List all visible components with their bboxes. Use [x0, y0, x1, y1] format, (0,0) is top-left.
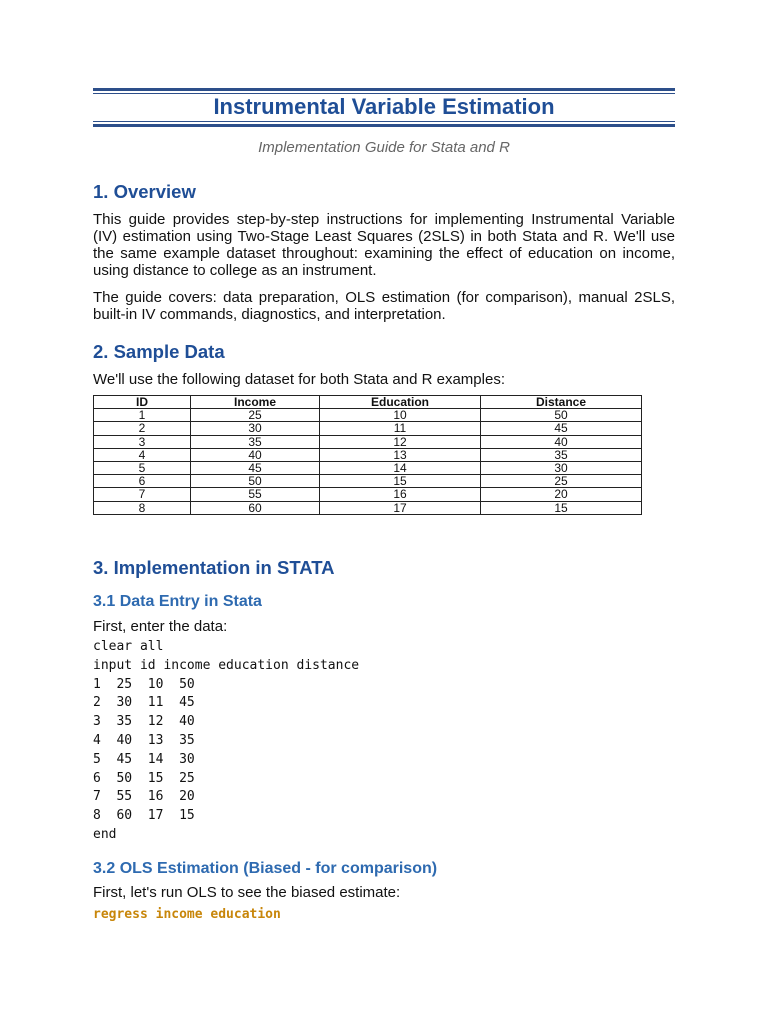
- table-body: [94, 409, 642, 515]
- ols-intro: First, let's run OLS to see the biased estimate:: [93, 884, 401, 901]
- table-cell: 40: [481, 435, 642, 448]
- table-cell: 12: [320, 435, 481, 448]
- table-cell: 5: [94, 462, 191, 475]
- code-line: end: [93, 826, 117, 842]
- code-line: 2 30 11 45: [93, 695, 195, 711]
- sample-data-table: [93, 395, 642, 515]
- overview-heading: 1. Overview: [93, 181, 196, 202]
- code-line: 8 60 17 15: [93, 808, 195, 824]
- table-cell: 11: [320, 422, 481, 435]
- title-rule-bottom: [93, 121, 675, 127]
- table-cell: 45: [481, 422, 642, 435]
- code-line: 4 40 13 35: [93, 732, 195, 748]
- code-line: clear all: [93, 639, 164, 654]
- code-line: 6 50 15 25: [93, 770, 195, 786]
- table-row: [94, 448, 642, 461]
- table-cell: 25: [191, 409, 320, 422]
- table-cell: 60: [191, 501, 320, 514]
- table-cell: 13: [320, 448, 481, 461]
- data-entry-code-block: [93, 638, 359, 845]
- table-cell: 3: [94, 435, 191, 448]
- table-header-cell: Income: [191, 396, 320, 409]
- table-cell: 6: [94, 475, 191, 488]
- overview-paragraph-2: The guide covers: data preparation, OLS estimation (for comparison), manual 2SLS, built-in IV commands, diagnostics, and interpretation.: [93, 289, 675, 323]
- table-cell: 1: [94, 409, 191, 422]
- table-cell: 45: [191, 462, 320, 475]
- table-cell: 8: [94, 501, 191, 514]
- table-cell: 30: [191, 422, 320, 435]
- table-header-row: [94, 396, 642, 409]
- table-cell: 55: [191, 488, 320, 501]
- table-header-cell: ID: [94, 396, 191, 409]
- data-entry-heading: 3.1 Data Entry in Stata: [93, 593, 262, 610]
- table-cell: 14: [320, 462, 481, 475]
- table-row: [94, 501, 642, 514]
- stata-heading: 3. Implementation in STATA: [93, 557, 335, 578]
- table-cell: 40: [191, 448, 320, 461]
- table-cell: 16: [320, 488, 481, 501]
- code-line: 5 45 14 30: [93, 751, 195, 767]
- ols-heading: 3.2 OLS Estimation (Biased - for comparison): [93, 860, 438, 877]
- table-cell: 50: [191, 475, 320, 488]
- table-cell: 35: [481, 448, 642, 461]
- table-cell: 20: [481, 488, 642, 501]
- table-cell: 35: [191, 435, 320, 448]
- table-cell: 2: [94, 422, 191, 435]
- sample-data-heading: 2. Sample Data: [93, 341, 225, 362]
- page-title: Instrumental Variable Estimation: [213, 94, 555, 119]
- code-line: input id income education distance: [93, 657, 360, 673]
- table-header-cell: Distance: [481, 396, 642, 409]
- table-cell: 30: [481, 462, 642, 475]
- code-line: 1 25 10 50: [93, 676, 195, 692]
- code-line: 3 35 12 40: [93, 714, 195, 730]
- table-cell: 15: [481, 501, 642, 514]
- data-entry-intro: First, enter the data:: [93, 618, 228, 635]
- table-row: [94, 462, 642, 475]
- table-cell: 15: [320, 475, 481, 488]
- table-header-cell: Education: [320, 396, 481, 409]
- overview-paragraph-1: This guide provides step-by-step instructions for implementing Instrumental Variable (IV) estimation using Two-Stage Least Squares (2SLS) in both Stata and R. We'll use the same example dataset throughout: examining the effect of education on income, using distance to college as an instrument.: [93, 211, 675, 279]
- table-cell: 25: [481, 475, 642, 488]
- table-row: [94, 409, 642, 422]
- code-line: 7 55 16 20: [93, 789, 195, 805]
- table-row: [94, 475, 642, 488]
- table-row: [94, 422, 642, 435]
- table-cell: 10: [320, 409, 481, 422]
- table-cell: 50: [481, 409, 642, 422]
- table-row: [94, 488, 642, 501]
- ols-code-line: regress income education: [93, 907, 281, 922]
- sample-data-intro: We'll use the following dataset for both Stata and R examples:: [93, 371, 505, 388]
- table-cell: 17: [320, 501, 481, 514]
- page-subtitle: Implementation Guide for Stata and R: [258, 139, 510, 156]
- table-row: [94, 435, 642, 448]
- table-cell: 7: [94, 488, 191, 501]
- table-cell: 4: [94, 448, 191, 461]
